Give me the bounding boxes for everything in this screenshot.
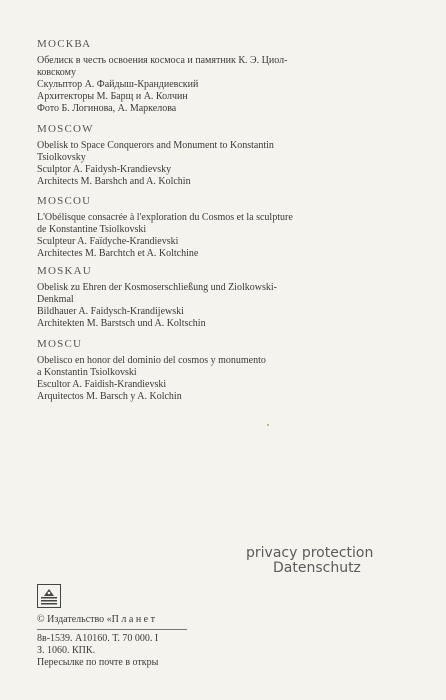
imprint-divider	[37, 629, 187, 630]
es-architects: Arquitectos M. Barsch y A. Kolchin	[37, 391, 182, 402]
section-english	[37, 123, 402, 188]
privacy-watermark	[246, 545, 406, 575]
publisher-logo-icon	[37, 584, 61, 608]
es-title-line-1: Obelisco en honor del dominio del cosmos y monumento	[37, 355, 266, 366]
fr-title-line-2: de Konstantine Tsiolkovski	[37, 224, 147, 235]
es-title-line-2: a Konstantin Tsiolkovski	[37, 367, 137, 378]
imprint-order-line: З. 1060. КПК.	[37, 645, 96, 656]
section-german	[37, 265, 402, 330]
de-architects: Architekten M. Barstsch und A. Koltschin	[37, 318, 206, 329]
imprint-code-line: 8в-1539. А10160. Т. 70 000. I	[37, 633, 159, 644]
ru-sculptor: Скульптор А. Файдыш-Крандиевский	[37, 79, 199, 90]
fr-architects: Architectes M. Barchtch et A. Koltchine	[37, 248, 199, 259]
de-sculptor: Bildhauer A. Faidysch-Krandijewski	[37, 306, 184, 317]
section-russian	[37, 38, 402, 115]
ru-title-line-2: ковскому	[37, 67, 76, 78]
ru-title-line-1: Обелиск в честь освоения космоса и памятник К. Э. Циол-	[37, 55, 288, 66]
en-sculptor: Sculptor A. Faidysh-Krandievsky	[37, 164, 172, 175]
fr-title-line-1: L'Obélisque consacrée à l'exploration du Cosmos et la sculpture	[37, 212, 293, 223]
en-title-line-2: Tsiolkovsky	[37, 152, 86, 163]
section-spanish	[37, 338, 402, 403]
section-french	[37, 195, 402, 260]
watermark-line-2: Datenschutz	[273, 560, 361, 576]
es-sculptor: Escultor A. Faidish-Krandievski	[37, 379, 167, 390]
watermark-line-1: privacy protection	[246, 545, 374, 561]
imprint-postal-line: Пересылке по почте в откры	[37, 657, 159, 668]
de-title-line-1: Obelisk zu Ehren der Kosmoserschließung und Ziolkowski-	[37, 282, 277, 293]
publisher-line: © Издательство «П л а н е т	[37, 614, 155, 625]
heading-french: MOSCOU	[37, 195, 92, 207]
heading-russian: МОСКВА	[37, 38, 92, 50]
imprint-block	[37, 614, 237, 669]
en-architects: Architects M. Barshch and A. Kolchin	[37, 176, 191, 187]
heading-english: MOSCOW	[37, 123, 94, 135]
ru-photo-credit: Фото Б. Логинова, А. Маркелова	[37, 103, 177, 114]
fr-sculptor: Sculpteur A. Faïdyche-Krandievski	[37, 236, 179, 247]
ink-speck	[267, 424, 269, 426]
heading-german: MOSKAU	[37, 265, 92, 277]
en-title-line-1: Obelisk to Space Conquerors and Monument to Konstantin	[37, 140, 274, 151]
heading-spanish: MOSCU	[37, 338, 83, 350]
de-title-line-2: Denkmal	[37, 294, 74, 305]
ru-architects: Архитекторы М. Барщ и А. Колчин	[37, 91, 188, 102]
